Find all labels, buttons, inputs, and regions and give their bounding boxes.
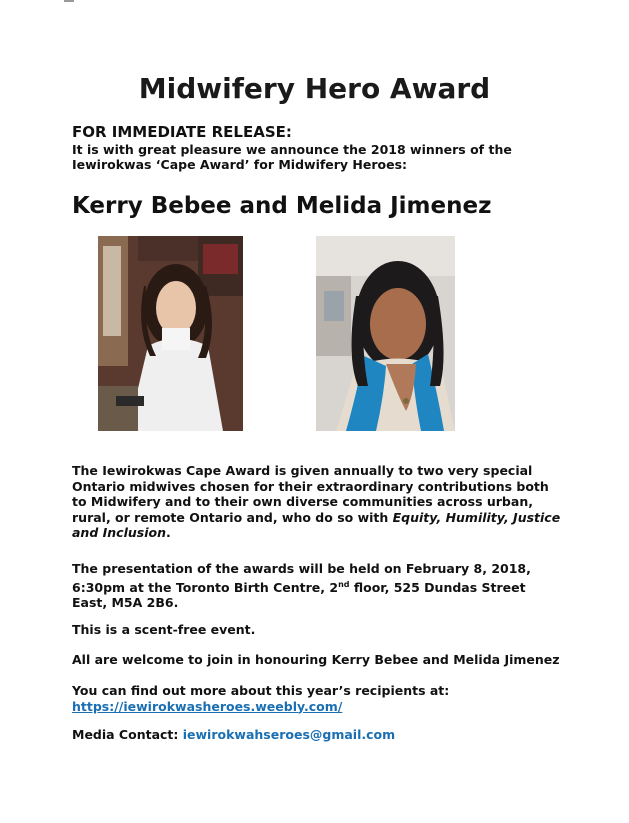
welcome-note: All are welcome to join in honouring Kerry Bebee and Melida Jimenez xyxy=(72,652,560,667)
scent-free-note: This is a scent-free event. xyxy=(72,622,256,637)
release-label: FOR IMMEDIATE RELEASE: xyxy=(72,123,292,141)
media-contact xyxy=(72,727,562,743)
find-more-section xyxy=(72,683,562,714)
page-title: Midwifery Hero Award xyxy=(138,72,491,105)
award-description xyxy=(72,463,562,541)
photo-melida-jimenez xyxy=(316,236,455,431)
award-description-end: . xyxy=(166,525,171,540)
media-contact-label: Media Contact: xyxy=(72,727,183,742)
media-contact-email[interactable]: iewirokwahseroes@gmail.com xyxy=(182,727,396,742)
top-edge-mark xyxy=(64,0,74,2)
award-description-text: The Iewirokwas Cape Award is given annually to two very special Ontario midwives chosen for their extraordinary contributions both to Midwifery and to their own diverse communities across urban, rural, or remote Ontario and, who do so with xyxy=(72,463,549,525)
photo-kerry-bebee-image xyxy=(98,236,243,431)
presentation-address: floor, 525 Dundas Street East, M5A 2B6. xyxy=(72,579,526,611)
recipients-link[interactable]: https://iewirokwasheroes.weebly.com/ xyxy=(72,698,343,714)
photo-kerry-bebee xyxy=(98,236,243,431)
photo-melida-jimenez-image xyxy=(316,236,455,431)
award-values: Equity, Humility, Justice and Inclusion xyxy=(72,509,561,540)
intro-text: It is with great pleasure we announce the 2018 winners of the Iewirokwas ‘Cape Award’ for Midwifery Heroes: xyxy=(72,142,512,172)
presentation-text: The presentation of the awards will be held on February 8, 2018, 6:30pm at the Toronto Birth Centre, 2 xyxy=(72,561,531,595)
presentation-details xyxy=(72,561,562,611)
winners-heading: Kerry Bebee and Melida Jimenez xyxy=(72,193,492,219)
find-more-label: You can find out more about this year’s recipients at: xyxy=(72,683,450,698)
floor-superscript: nd xyxy=(338,579,350,589)
